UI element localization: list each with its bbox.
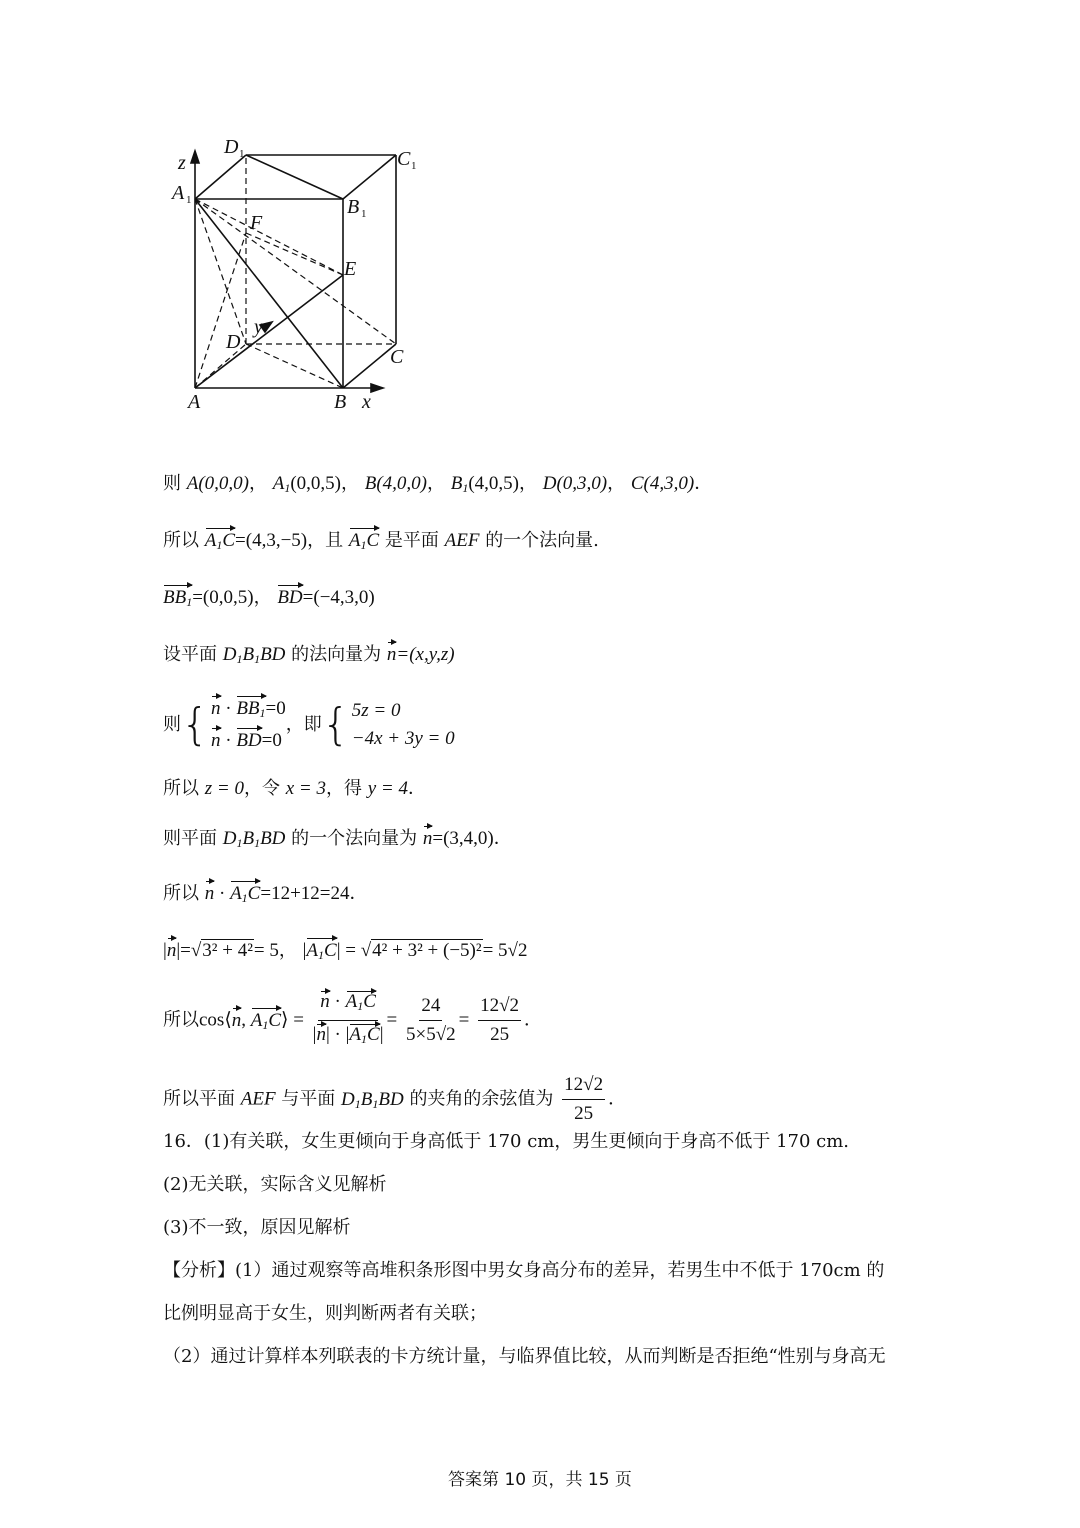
label-F: F	[250, 212, 263, 234]
solve-line: 所以 z = 0，令 x = 3，得 y = 4．	[163, 778, 426, 799]
label-A1-sub: 1	[186, 194, 192, 206]
label-A: A	[188, 391, 201, 413]
conclusion-line: 所以平面 AEF 与平面 $D_1B_1BD$ 的夹角的余弦值为 $\frac{12√2}{25}$ ．	[163, 1074, 627, 1124]
cuboid-figure	[150, 125, 450, 425]
hidden-edges	[195, 155, 396, 388]
label-D1: D	[224, 136, 239, 158]
label-C1-sub: 1	[411, 160, 417, 172]
q16-part2: (2)无关联，实际含义见解析	[163, 1174, 387, 1195]
cos-fraction-result: $\frac{12√2}{25}$	[480, 995, 520, 1045]
analysis-line-3: （2）通过计算样本列联表的卡方统计量，与临界值比较，从而判断是否拒绝“性别与身高无	[163, 1346, 886, 1367]
page-footer: 答案第 10 页，共 15 页	[448, 1470, 632, 1490]
label-B1: B	[347, 196, 360, 218]
system-left: { $n \cdot BB_1=0$ n · BD=0	[181, 695, 286, 755]
dot-product-line: 所以 $n \cdot A_1C=12+12=24$．	[163, 880, 368, 912]
label-E: E	[344, 258, 357, 280]
magnitudes-line: |n|=√3² + 4²= 5， $|A_1C| = √4^2 + 3^2 + (-5)^2= 5√2$	[163, 937, 527, 969]
a1c-vector-line: 所以 $A_1C=(4,3,-5)$，且 $A_1C$ 是平面 AEF 的一个法向量.	[163, 527, 599, 559]
label-B1-sub: 1	[361, 208, 367, 220]
coordinates-line: 则 A(0,0,0)， $A_1(0,0,5)$， B(4,0,0)， $B_1(4,0,5)$， D(0,3,0)， C(4,3,0)．	[163, 473, 713, 495]
equation-system-line: 则 { $n \cdot BB_1=0$ n · BD=0 ，即 { 5z = 0 −4x + 3y = 0	[163, 695, 455, 755]
cos-result-fraction: $\frac{12√2}{25}$	[564, 1074, 604, 1124]
analysis-line-1: 【分析】(1）通过观察等高堆积条形图中男女身高分布的差异，若男生中不低于 170cm 的	[163, 1260, 885, 1281]
set-normal-line: 设平面 $D_1B_1BD$ 的法向量为 n=(x,y,z)	[163, 641, 455, 673]
label-x: x	[362, 391, 371, 413]
label-z: z	[178, 152, 186, 174]
system-right: { 5z = 0 −4x + 3y = 0	[321, 699, 455, 750]
q16-part1: 16．(1)有关联，女生更倾向于身高低于 170 cm，男生更倾向于身高不低于 170 cm.	[163, 1131, 850, 1152]
label-B: B	[334, 391, 347, 413]
bb1-bd-vectors-line: $BB_1=(0,0,5)$， BD=(−4,3,0)	[163, 584, 375, 616]
label-C1: C	[397, 148, 411, 170]
cos-fraction-symbolic: $\frac{n \cdot A_1C}{|n| \cdot |A_1C|}$	[313, 990, 384, 1051]
normal-vector-line: 则平面 $D_1B_1BD$ 的一个法向量为 n=(3,4,0)．	[163, 825, 512, 857]
cos-fraction-numeric: $\frac{24}{5\times 5√2}$	[405, 995, 456, 1045]
label-D1-sub: 1	[239, 148, 245, 160]
q16-part3: (3)不一致，原因见解析	[163, 1217, 351, 1238]
analysis-line-2: 比例明显高于女生，则判断两者有关联；	[163, 1303, 487, 1324]
cosine-line: 所以cos⟨n, $A_1C⟩$ = $\frac{n \cdot A_1C}{|n| \cdot |A_1C|}$ = $\frac{24}{5\times 5√2}$ = $\frac{12√2}{25}$ ．	[163, 990, 542, 1051]
label-A1: A	[172, 182, 185, 204]
label-D: D	[226, 331, 241, 353]
label-C: C	[390, 346, 404, 368]
label-y: y	[254, 316, 263, 338]
